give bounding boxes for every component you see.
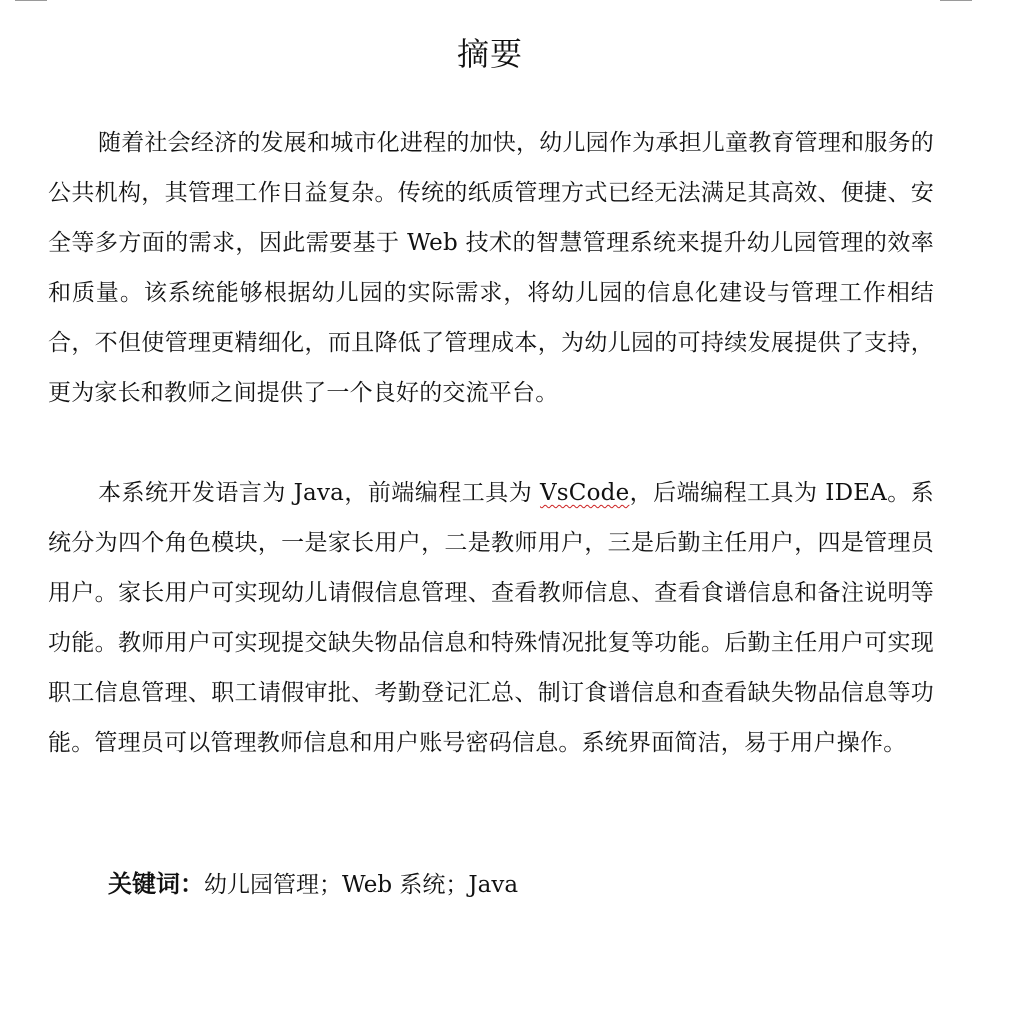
paragraph-2-text-before: 本系统开发语言为 Java，前端编程工具为 xyxy=(98,480,540,506)
keywords-line xyxy=(108,862,518,907)
page-corner-mark-left xyxy=(15,0,47,1)
paragraph-2-text-after: ，后端编程工具为 IDEA。系统分为四个角色模块，一是家长用户，二是教师用户，三是后勤主任用户，四是管理员用户。家长用户可实现幼儿请假信息管理、查看教师信息、查看食谱信息和备注说明等功能。教师用户可实现提交缺失物品信息和特殊情况批复等功能。后勤主任用户可实现职工信息管理、职工请假审批、考勤登记汇总、制订食谱信息和查看缺失物品信息等功能。管理员可以管理教师信息和用户账号密码信息。系统界面简洁，易于用户操作。 xyxy=(48,480,934,756)
keywords-value: 幼儿园管理；Web 系统；Java xyxy=(204,872,519,898)
abstract-paragraph-1: 随着社会经济的发展和城市化进程的加快，幼儿园作为承担儿童教育管理和服务的公共机构，其管理工作日益复杂。传统的纸质管理方式已经无法满足其高效、便捷、安全等多方面的需求，因此需要基于 Web 技术的智慧管理系统来提升幼儿园管理的效率和质量。该系统能够根据幼儿园的实际需求，将幼儿园的信息化建设与管理工作相结合，不但使管理更精细化，而且降低了管理成本，为幼儿园的可持续发展提供了支持，更为家长和教师之间提供了一个良好的交流平台。 xyxy=(48,130,934,406)
page-corner-mark-right xyxy=(940,0,972,1)
page-title: 摘要 xyxy=(456,35,523,74)
spellcheck-underlined-word: VsCode xyxy=(539,480,630,506)
abstract-paragraph-2 xyxy=(48,468,934,768)
keywords-label: 关键词： xyxy=(108,870,204,898)
